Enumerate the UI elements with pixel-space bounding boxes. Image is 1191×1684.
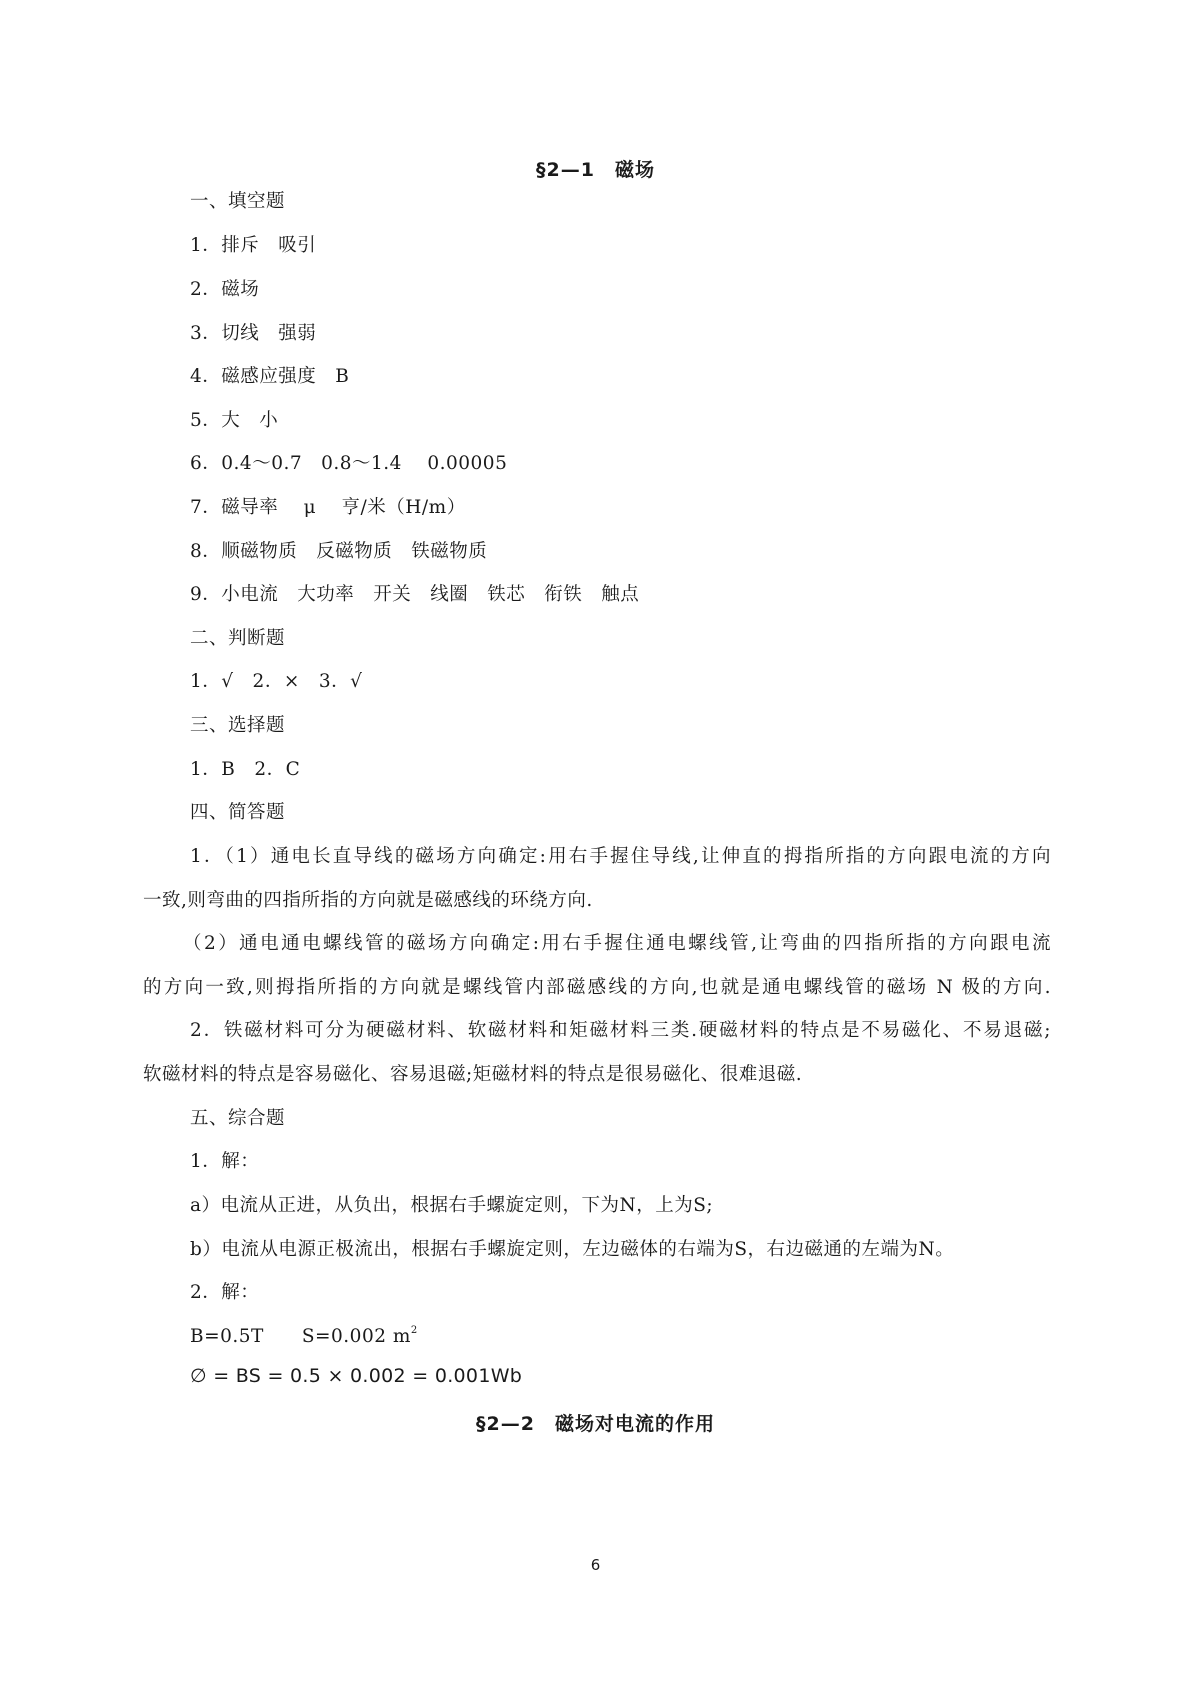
section-title: §2—2 磁场对电流的作用	[476, 1413, 715, 1435]
part-heading-comprehensive: 五、综合题	[190, 1108, 286, 1129]
answer-item: 8．顺磁物质 反磁物质 铁磁物质	[190, 541, 488, 562]
solution-label: 1．解：	[190, 1151, 260, 1172]
short-answer-paragraph-line: （2）通电通电螺线管的磁场方向确定:用右手握住通电螺线管,让弯曲的四指所指的方向跟电流	[183, 933, 1051, 954]
answer-item: 9．小电流 大功率 开关 线圈 铁芯 衔铁 触点	[190, 584, 640, 605]
short-answer-paragraph-line: 2．铁磁材料可分为硬磁材料、软磁材料和矩磁材料三类.硬磁材料的特点是不易磁化、不易退磁;	[190, 1020, 1051, 1041]
solution-line: a）电流从正进，从负出，根据右手螺旋定则，下为N，上为S;	[190, 1195, 714, 1216]
short-answer-paragraph-line: 一致,则弯曲的四指所指的方向就是磁感线的环绕方向.	[143, 890, 593, 911]
part-heading-choice: 三、选择题	[190, 715, 286, 736]
short-answer-paragraph-line: 1．（1）通电长直导线的磁场方向确定:用右手握住导线,让伸直的拇指所指的方向跟电流的方向	[190, 846, 1051, 867]
answer-item: 3．切线 强弱	[190, 323, 317, 344]
solution-line: b）电流从电源正极流出，根据右手螺旋定则，左边磁体的右端为S，右边磁通的左端为N。	[190, 1239, 955, 1260]
short-answer-paragraph-line: 软磁材料的特点是容易磁化、容易退磁;矩磁材料的特点是很易磁化、很难退磁.	[143, 1064, 803, 1085]
solution-label: 2．解：	[190, 1282, 260, 1303]
answer-item: 6．0.4～0.7 0.8～1.4 0.00005	[190, 453, 508, 474]
answer-item: 5．大 小	[190, 410, 279, 431]
answer-item: 1．排斥 吸引	[190, 235, 317, 256]
answer-item: 7．磁导率 μ 亨/米（H/m）	[190, 497, 466, 518]
short-answer-paragraph-line: 的方向一致,则拇指所指的方向就是螺线管内部磁感线的方向,也就是通电螺线管的磁场 N 极的方向.	[143, 977, 1051, 998]
page-number: 6	[590, 1556, 601, 1574]
choice-answers: 1．B 2．C	[190, 759, 301, 780]
unit-exponent: 2	[410, 1325, 418, 1336]
section-title: §2—1 磁场	[536, 159, 655, 181]
part-heading-short-answer: 四、简答题	[190, 802, 286, 823]
answer-item: 4．磁感应强度 B	[190, 366, 350, 387]
true-false-answers: 1．√ 2．× 3．√	[190, 671, 363, 692]
given-values-text: B=0.5T S=0.002 m	[190, 1326, 411, 1347]
answer-item: 2．磁场	[190, 279, 260, 300]
part-heading-fill-in: 一、填空题	[190, 191, 286, 212]
given-values	[190, 1322, 418, 1348]
part-heading-true-false: 二、判断题	[190, 628, 286, 649]
flux-formula: ∅ = BS = 0.5 × 0.002 = 0.001Wb	[190, 1365, 523, 1387]
